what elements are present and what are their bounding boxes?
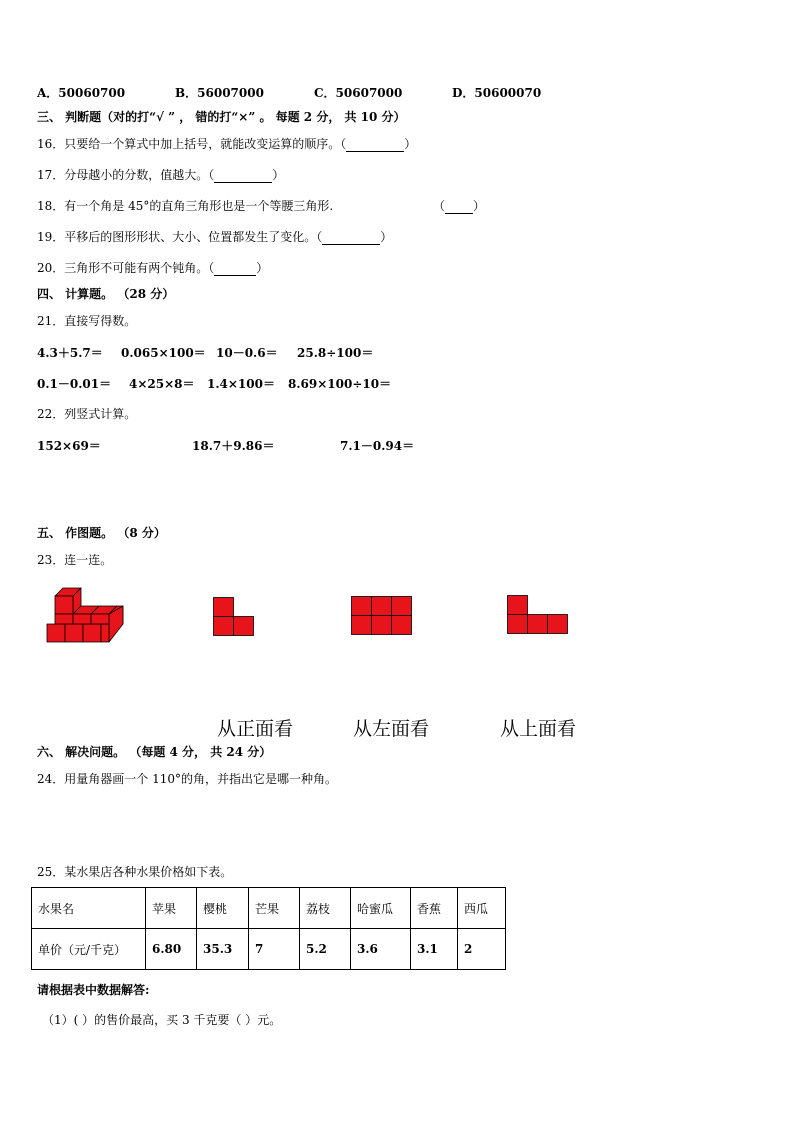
question-25: 25．某水果店各种水果价格如下表。 (37, 865, 233, 879)
question-18-open: （ (433, 199, 446, 213)
table-cell: 哈蜜瓜 (351, 888, 411, 929)
question-19-text: 19．平移后的图形形状、大小、位置都发生了变化。（ (37, 230, 323, 244)
table-cell: 2 (458, 929, 506, 970)
question-20 (37, 260, 268, 276)
question-19-close: ） (380, 230, 393, 244)
question-24: 24．用量角器画一个 110°的角，并指出它是哪一种角。 (37, 772, 337, 786)
question-18-answer (433, 198, 485, 214)
table-cell: 5.2 (300, 929, 351, 970)
question-17-close: ） (272, 168, 285, 182)
calc-2-3: 1.4×100＝ (207, 377, 275, 391)
question-16-text: 16．只要给一个算式中加上括号，就能改变运算的顺序。（ (37, 137, 347, 151)
table-header-row (32, 888, 506, 929)
answer-blank-17[interactable] (214, 170, 272, 183)
answer-blank-18[interactable] (445, 201, 473, 214)
calc-1-1: 4.3＋5.7＝ (37, 346, 103, 360)
vertical-calc-2: 18.7＋9.86＝ (192, 439, 275, 453)
question-20-text: 20．三角形不可能有两个钝角。（ (37, 261, 215, 275)
question-19 (37, 229, 392, 245)
table-row (32, 929, 506, 970)
table-cell: 荔枝 (300, 888, 351, 929)
section-6-heading: 六、 解决问题。 （每题 4 分， 共 24 分） (37, 745, 272, 759)
calc-1-3: 10－0.6＝ (216, 346, 278, 360)
table-cell: 6.80 (146, 929, 197, 970)
question-18-close: ） (473, 199, 486, 213)
calc-2-1: 0.1－0.01＝ (37, 377, 112, 391)
view-label-top: 从上面看 (500, 718, 577, 740)
cube-stack-figure (46, 586, 126, 644)
question-18-text: 18．有一个角是 45°的直角三角形也是一个等腰三角形. (37, 199, 334, 213)
answer-blank-19[interactable] (322, 232, 380, 245)
fruit-price-table (31, 887, 506, 970)
calc-1-4: 25.8÷100＝ (297, 346, 374, 360)
answer-blank-16[interactable] (346, 139, 404, 152)
question-22: 22．列竖式计算。 (37, 407, 137, 421)
question-20-close: ） (256, 261, 269, 275)
calc-1-2: 0.065×100＝ (121, 346, 206, 360)
question-25-part-1: （1）( ）的售价最高，买 3 千克要（ ）元。 (42, 1013, 282, 1027)
table-cell: 3.6 (351, 929, 411, 970)
section-3-heading: 三、 判断题（对的打“√ ” ， 错的打“×” 。 每题 2 分， 共 10 分） (37, 110, 406, 124)
answer-blank-20[interactable] (214, 263, 256, 276)
table-cell: 香蕉 (411, 888, 458, 929)
vertical-calc-1: 152×69＝ (37, 439, 101, 453)
view-shape-l-small (213, 597, 255, 637)
question-23: 23．连一连。 (37, 553, 113, 567)
table-cell: 35.3 (197, 929, 249, 970)
table-instruction: 请根据表中数据解答: (37, 983, 150, 997)
question-17-text: 17．分母越小的分数，值越大。（ (37, 168, 215, 182)
table-cell: 水果名 (32, 888, 146, 929)
table-cell: 樱桃 (197, 888, 249, 929)
view-label-front: 从正面看 (217, 718, 294, 740)
question-21: 21．直接写得数。 (37, 314, 137, 328)
table-cell: 3.1 (411, 929, 458, 970)
table-cell: 7 (249, 929, 300, 970)
calc-2-2: 4×25×8＝ (129, 377, 195, 391)
section-5-heading: 五、 作图题。 （8 分） (37, 526, 166, 540)
table-cell: 西瓜 (458, 888, 506, 929)
view-label-left: 从左面看 (353, 718, 430, 740)
calc-2-4: 8.69×100÷10＝ (288, 377, 392, 391)
choice-c: C．50607000 (314, 86, 403, 100)
question-16-close: ） (404, 137, 417, 151)
choice-b: B．56007000 (175, 86, 264, 100)
choice-d: D．50600070 (452, 86, 542, 100)
question-18 (37, 198, 333, 214)
section-4-heading: 四、 计算题。 （28 分） (37, 287, 175, 301)
choice-a: A．50060700 (37, 86, 126, 100)
view-shape-grid (351, 596, 413, 636)
question-17 (37, 167, 284, 183)
table-cell: 苹果 (146, 888, 197, 929)
table-cell: 单价（元/千克） (32, 929, 146, 970)
view-shape-l-wide (507, 595, 569, 635)
table-cell: 芒果 (249, 888, 300, 929)
question-16 (37, 136, 416, 152)
vertical-calc-3: 7.1－0.94＝ (340, 439, 415, 453)
